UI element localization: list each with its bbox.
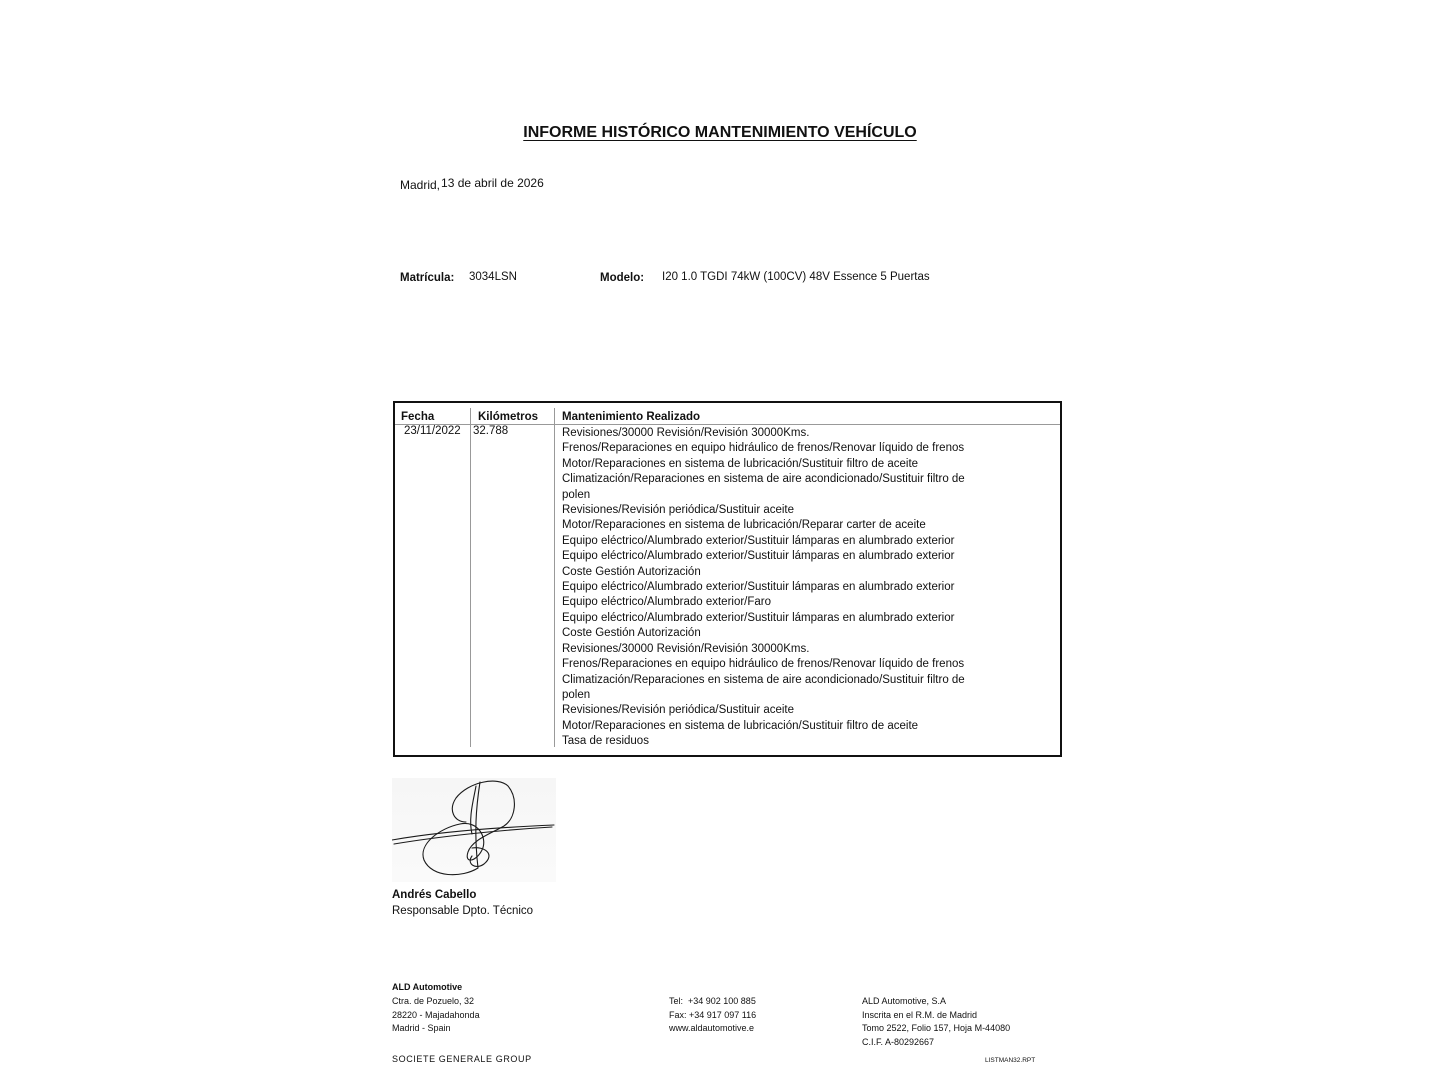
maintenance-item: Equipo eléctrico/Alumbrado exterior/Sustituir lámparas en alumbrado exterior [562,581,955,594]
row-date: 23/11/2022 [404,425,461,437]
signature-image [392,778,556,882]
footer-website[interactable]: www.aldautomotive.e [669,1023,755,1033]
column-divider [470,408,471,747]
footer-legal-line: Inscrita en el R.M. de Madrid [862,1009,978,1020]
maintenance-item: Climatización/Reparaciones en sistema de aire acondicionado/Sustituir filtro de [562,473,965,486]
report-title: INFORME HISTÓRICO MANTENIMIENTO VEHÍCULO [523,124,917,141]
maintenance-item: Revisiones/30000 Revisión/Revisión 30000Kms. [562,642,810,655]
model-value: I20 1.0 TGDI 74kW (100CV) 48V Essence 5 Puertas [662,271,930,283]
plate-label: Matrícula: [400,272,455,284]
header-work: Mantenimiento Realizado [562,411,701,423]
maintenance-item: polen [562,488,591,501]
maintenance-list [562,426,965,750]
maintenance-item: Motor/Reparaciones en sistema de lubricación/Reparar carter de aceite [562,519,926,532]
footer-legal [862,995,1010,1049]
footer-address-line: Ctra. de Pozuelo, 32 [392,996,475,1006]
maintenance-item: Coste Gestión Autorización [562,627,701,640]
row-km: 32.788 [473,425,509,437]
maintenance-item: Climatización/Reparaciones en sistema de aire acondicionado/Sustituir filtro de [562,673,965,686]
footer-legal-line: ALD Automotive, S.A [862,996,947,1006]
footer-legal-line: C.I.F. A-80292667 [862,1036,935,1047]
column-divider [554,408,555,747]
maintenance-item: Revisiones/30000 Revisión/Revisión 30000Kms. [562,427,810,439]
maintenance-item: Motor/Reparaciones en sistema de lubricación/Sustituir filtro de aceite [562,457,919,470]
signatory-name: Andrés Cabello [392,889,477,901]
maintenance-item: Coste Gestión Autorización [562,565,701,578]
footer-fax: Fax: +34 917 097 116 [669,1009,757,1020]
header-km: Kilómetros [478,411,539,423]
maintenance-item: Motor/Reparaciones en sistema de lubricación/Sustituir filtro de aceite [562,719,919,732]
place: Madrid, [400,178,441,192]
maintenance-item: Revisiones/Revisión periódica/Sustituir aceite [562,704,795,717]
group-logo-text: SOCIETE GENERALE GROUP [392,1054,532,1064]
footer-address-line: Madrid - Spain [392,1023,451,1033]
footer-address-line: 28220 - Majadahonda [392,1009,480,1020]
maintenance-item: Equipo eléctrico/Alumbrado exterior/Sustituir lámparas en alumbrado exterior [562,611,955,624]
footer-phone: Tel: +34 902 100 885 [669,996,756,1006]
signature-scribble [392,778,556,882]
maintenance-item: Frenos/Reparaciones en equipo hidráulico de frenos/Renovar líquido de frenos [562,658,965,671]
header-date: Fecha [401,411,435,423]
maintenance-item: Frenos/Reparaciones en equipo hidráulico de frenos/Renovar líquido de frenos [562,442,965,455]
maintenance-item: Equipo eléctrico/Alumbrado exterior/Sustituir lámparas en alumbrado exterior [562,534,955,547]
model-label: Modelo: [600,272,645,284]
signatory-role: Responsable Dpto. Técnico [392,905,534,917]
place-date [400,178,544,192]
maintenance-item: Revisiones/Revisión periódica/Sustituir aceite [562,504,795,517]
footer-company: ALD Automotive [392,982,463,992]
footer-contact [669,995,756,1036]
maintenance-item: Equipo eléctrico/Alumbrado exterior/Sustituir lámparas en alumbrado exterior [562,550,955,563]
report-date: 13 de abril de 2026 [441,176,544,190]
plate-value: 3034LSN [469,271,517,283]
maintenance-item: Equipo eléctrico/Alumbrado exterior/Faro [562,596,772,609]
footer-address [392,995,480,1036]
footer-legal-line: Tomo 2522, Folio 157, Hoja M-44080 [862,1023,1011,1033]
maintenance-item: polen [562,688,591,701]
maintenance-table [393,401,1062,757]
report-code: LISTMAN32.RPT [985,1057,1036,1064]
maintenance-item: Tasa de residuos [562,735,649,748]
